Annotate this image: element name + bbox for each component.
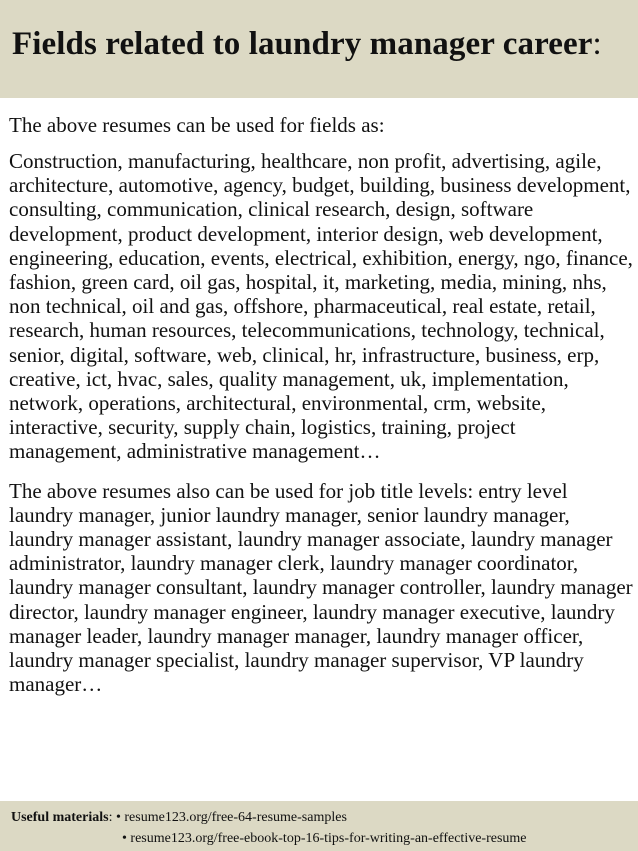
footer-row-2 <box>11 828 638 849</box>
main-content <box>9 111 633 706</box>
footer-label: Useful materials <box>11 810 109 825</box>
page-title-text: Fields related to laundry manager career <box>12 26 593 62</box>
page-title <box>12 24 638 64</box>
intro-text: The above resumes can be used for fields as: <box>9 113 385 137</box>
fields-paragraph: Construction, manufacturing, healthcare, non profit, advertising, agile, architecture, automotive, agency, budget, building, business development, consulting, communication, clinical research, design, software development, product development, interior design, web development, engineering, education, events, electrical, exhibition, energy, ngo, finance, fashion, green card, oil gas, hospital, it, marketing, media, mining, nhs, non technical, oil and gas, offshore, pharmaceutical, real estate, retail, research, human resources, telecommunications, technology, technical, senior, digital, software, web, clinical, hr, infrastructure, business, erp, creative, ict, hvac, sales, quality management, uk, implementation, network, operations, architectural, environmental, crm, website, interactive, security, supply chain, logistics, training, project management, administrative management… <box>9 149 633 464</box>
header-banner <box>0 0 638 98</box>
bullet-icon: • <box>115 810 121 825</box>
footer-separator: : <box>108 810 116 825</box>
footer-useful-materials <box>0 801 638 851</box>
bullet-icon: • <box>122 831 127 846</box>
footer-row-1 <box>11 807 638 828</box>
page-title-colon: : <box>592 26 602 62</box>
footer-link-ebook[interactable]: resume123.org/free-ebook-top-16-tips-for-writing-an-effective-resume <box>130 831 527 846</box>
footer-link-resume-samples[interactable]: resume123.org/free-64-resume-samples <box>124 810 347 825</box>
job-levels-paragraph: The above resumes also can be used for job title levels: entry level laundry manager, junior laundry manager, senior laundry manager, laundry manager assistant, laundry manager associate, laundry manager administrator, laundry manager clerk, laundry manager coordinator, laundry manager consultant, laundry manager controller, laundry manager director, laundry manager engineer, laundry manager executive, laundry manager leader, laundry manager manager, laundry manager officer, laundry manager specialist, laundry manager supervisor, VP laundry manager… <box>9 478 633 697</box>
